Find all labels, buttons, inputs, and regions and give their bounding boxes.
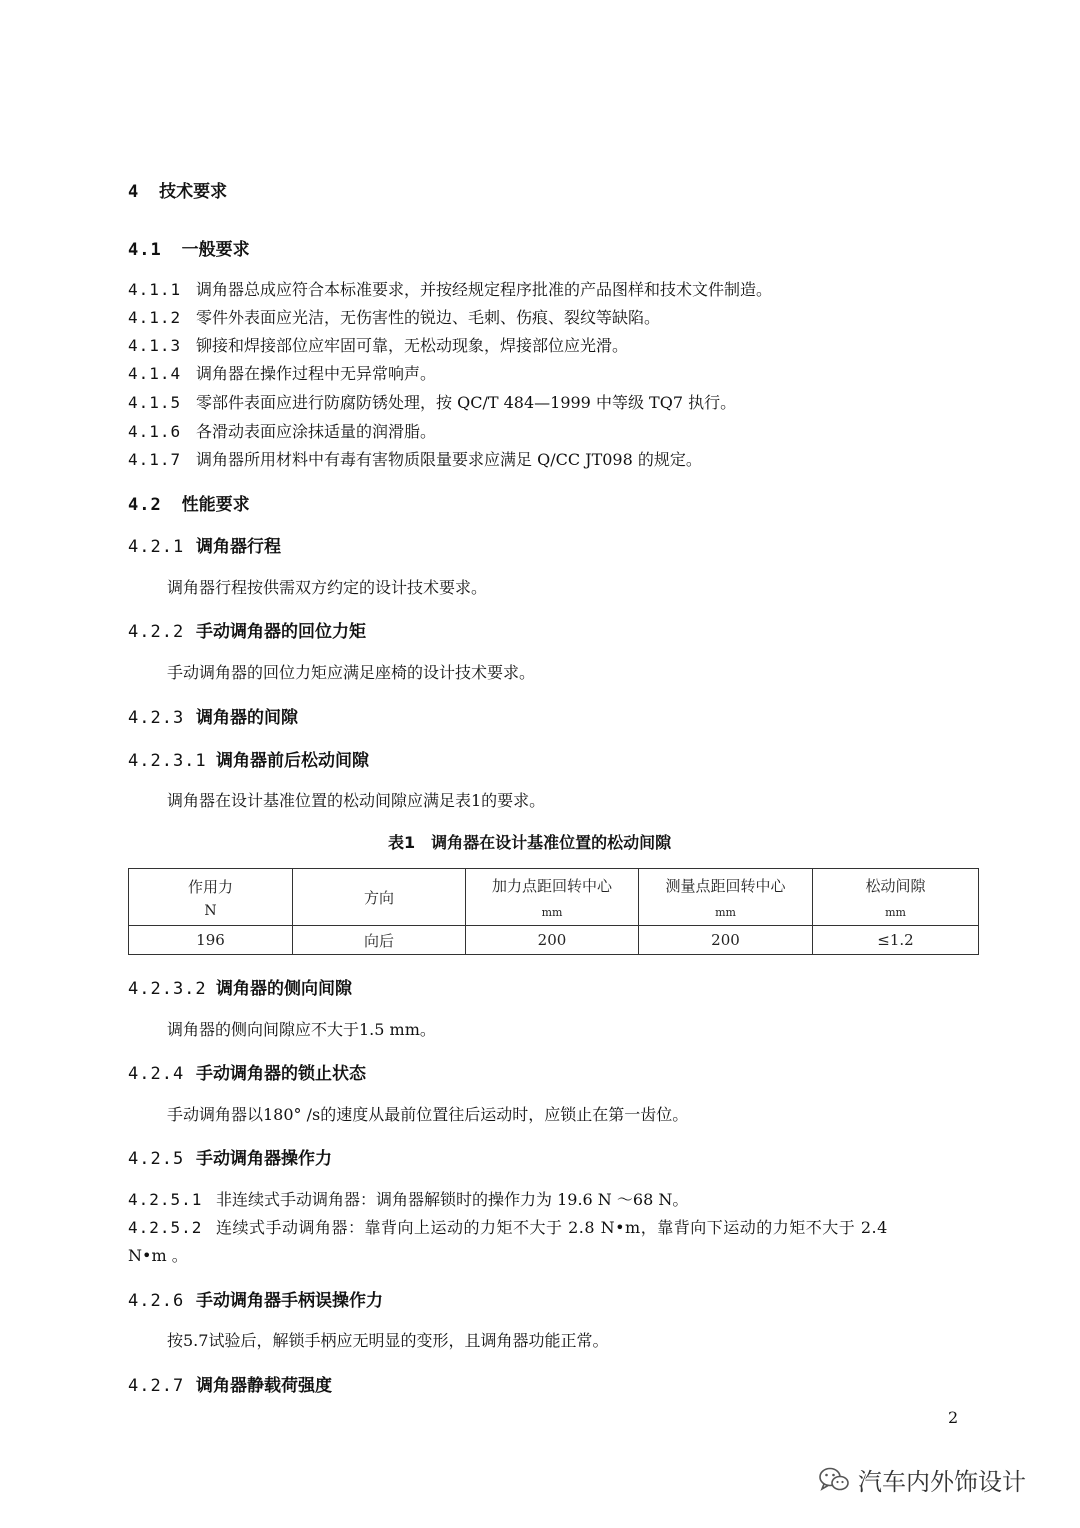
section-number: 4.2 (128, 495, 162, 515)
paragraph-4-2-6: 按5.7试验后，解锁手柄应无明显的变形，且调角器功能正常。 (167, 1331, 609, 1350)
section-number: 4.2.2 (128, 622, 185, 642)
clause-4-1-2 (128, 305, 660, 328)
section-number: 4.2.3.2 (128, 979, 207, 999)
clause-text: 连续式手动调角器：靠背向上运动的力矩不大于 2.8 N•m，靠背向下运动的力矩不大于 2.4 (216, 1218, 888, 1237)
section-title: 技术要求 (159, 182, 228, 202)
section-number: 4 (128, 182, 140, 202)
table-header-cell (129, 869, 293, 926)
section-title: 调角器前后松动间隙 (216, 751, 369, 771)
table-1 (128, 868, 979, 955)
table-header-cell (813, 869, 979, 926)
clause-4-1-5 (128, 390, 736, 413)
section-title: 调角器的侧向间隙 (216, 979, 352, 999)
header-unit: N (204, 902, 217, 919)
header-label: 测量点距回转中心 (665, 877, 786, 895)
section-number: 4.2.4 (128, 1064, 185, 1084)
watermark-text: 汽车内外饰设计 (858, 1468, 1026, 1496)
watermark (818, 1462, 1026, 1497)
clause-number: 4.2.5.2 (128, 1218, 203, 1237)
header-unit: mm (541, 906, 563, 919)
clause-4-1-4 (128, 361, 436, 384)
table-header-cell (466, 869, 639, 926)
section-4-2-3-2-heading (128, 974, 352, 999)
clause-number: 4.1.3 (128, 336, 182, 355)
header-label: 松动间隙 (865, 877, 926, 895)
section-title: 手动调角器的锁止状态 (196, 1064, 366, 1084)
table-header-cell (639, 869, 813, 926)
section-number: 4.1 (128, 240, 162, 260)
clause-text: 零部件表面应进行防腐防锈处理，按 QC/T 484—1999 中等级 TQ7 执行。 (196, 393, 737, 412)
wechat-icon (818, 1466, 850, 1494)
paragraph-4-2-2: 手动调角器的回位力矩应满足座椅的设计技术要求。 (167, 663, 536, 682)
table-cell: 200 (466, 926, 639, 955)
section-4-2-3-1-heading (128, 746, 369, 771)
header-unit: mm (885, 906, 906, 919)
section-4-2-3-heading (128, 703, 298, 728)
clause-number: 4.1.6 (128, 422, 182, 441)
clause-number: 4.1.4 (128, 364, 182, 383)
section-title: 调角器的间隙 (196, 708, 298, 728)
header-label: 作用力 (187, 877, 233, 896)
page-number: 2 (948, 1408, 959, 1427)
table-row (129, 926, 979, 955)
section-number: 4.2.7 (128, 1376, 185, 1396)
clause-4-1-1 (128, 277, 772, 300)
header-unit: mm (715, 906, 736, 919)
section-title: 手动调角器操作力 (196, 1149, 332, 1169)
clause-text: 调角器总成应符合本标准要求，并按经规定程序批准的产品图样和技术文件制造。 (196, 280, 773, 299)
section-4-2-7-heading (128, 1371, 332, 1396)
clause-4-2-5-2-continuation: N•m 。 (128, 1246, 188, 1265)
table-cell: 向后 (293, 926, 466, 955)
clause-text: 零件外表面应光洁，无伤害性的锐边、毛刺、伤痕、裂纹等缺陷。 (196, 308, 661, 327)
clause-text: 各滑动表面应涂抹适量的润滑脂。 (196, 422, 437, 441)
section-title: 性能要求 (181, 495, 250, 515)
paragraph-4-2-1: 调角器行程按供需双方约定的设计技术要求。 (167, 578, 488, 597)
clause-text: 非连续式手动调角器：调角器解锁时的操作力为 19.6 N ～68 N。 (216, 1190, 689, 1209)
clause-text: 调角器所用材料中有毒有害物质限量要求应满足 Q/CC JT098 的规定。 (196, 450, 702, 469)
paragraph-4-2-3-1: 调角器在设计基准位置的松动间隙应满足表1的要求。 (167, 791, 546, 810)
section-number: 4.2.6 (128, 1291, 185, 1311)
clause-4-2-5-2 (128, 1215, 888, 1238)
clause-number: 4.1.1 (128, 280, 182, 299)
paragraph-4-2-4: 手动调角器以180° /s的速度从最前位置往后运动时，应锁止在第一齿位。 (167, 1105, 689, 1124)
section-4-1-heading (128, 235, 250, 260)
section-number: 4.2.3.1 (128, 751, 207, 771)
section-title: 一般要求 (181, 240, 250, 260)
clause-4-1-3 (128, 333, 628, 356)
clause-4-1-7 (128, 447, 702, 470)
section-4-2-2-heading (128, 617, 366, 642)
section-title: 调角器行程 (196, 537, 281, 557)
section-title: 调角器静载荷强度 (196, 1376, 332, 1396)
section-number: 4.2.3 (128, 708, 185, 728)
header-label: 加力点距回转中心 (491, 877, 612, 895)
table-caption: 表1 调角器在设计基准位置的松动间隙 (388, 833, 672, 852)
table-header-row (129, 869, 979, 926)
table-cell: ≤1.2 (813, 926, 979, 955)
header-label: 方向 (363, 888, 394, 907)
table-cell: 200 (639, 926, 813, 955)
clause-number: 4.1.5 (128, 393, 182, 412)
clause-number: 4.1.7 (128, 450, 182, 469)
section-title: 手动调角器手柄误操作力 (196, 1291, 383, 1311)
section-4-2-1-heading (128, 532, 281, 557)
clause-4-2-5-1 (128, 1187, 688, 1210)
section-number: 4.2.1 (128, 537, 185, 557)
table-header-cell (293, 869, 466, 926)
section-4-2-6-heading (128, 1286, 383, 1311)
section-number: 4.2.5 (128, 1149, 185, 1169)
table-cell: 196 (129, 926, 293, 955)
section-4-heading (128, 177, 227, 202)
section-4-2-heading (128, 490, 250, 515)
paragraph-4-2-3-2: 调角器的侧向间隙应不大于1.5 mm。 (167, 1020, 436, 1039)
section-title: 手动调角器的回位力矩 (196, 622, 366, 642)
clause-number: 4.2.5.1 (128, 1190, 203, 1209)
section-4-2-4-heading (128, 1059, 366, 1084)
clause-text: 调角器在操作过程中无异常响声。 (196, 364, 437, 383)
clause-4-1-6 (128, 419, 436, 442)
clause-number: 4.1.2 (128, 308, 182, 327)
section-4-2-5-heading (128, 1144, 332, 1169)
clause-text: 铆接和焊接部位应牢固可靠，无松动现象，焊接部位应光滑。 (196, 336, 629, 355)
